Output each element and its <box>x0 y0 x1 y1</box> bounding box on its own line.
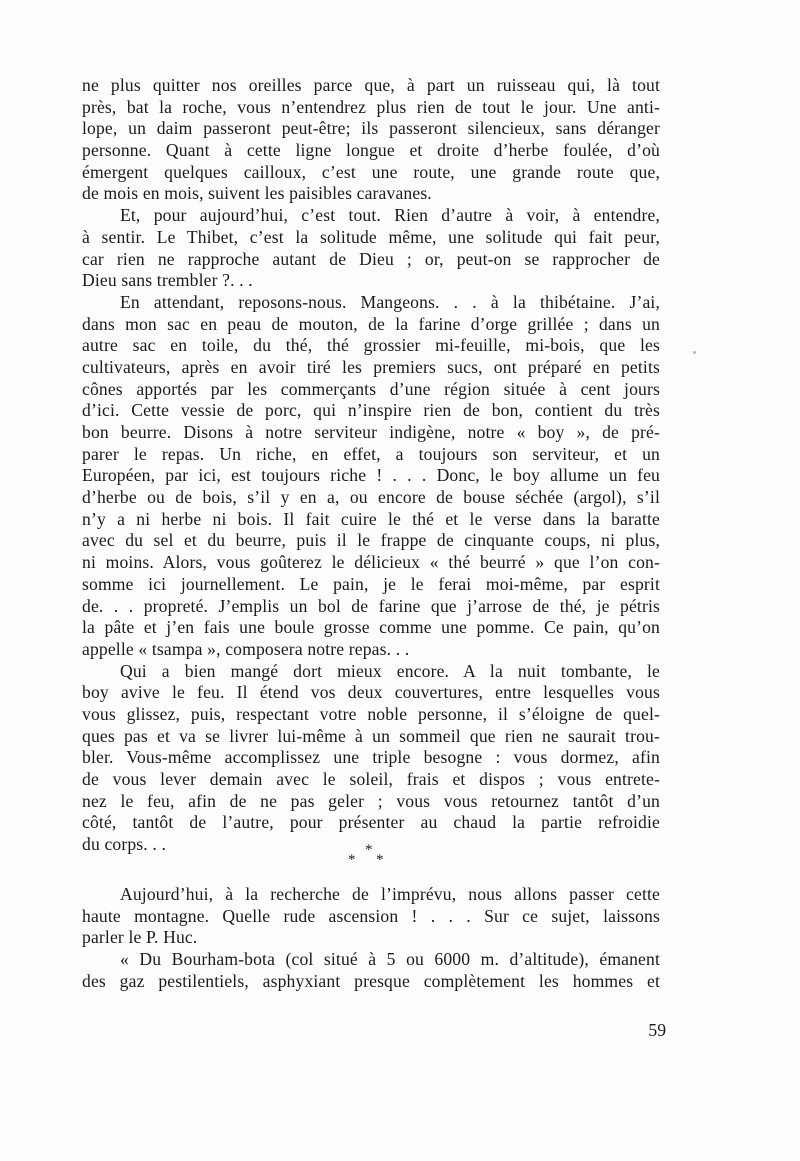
text-line: autre sac en toile, du thé, thé grossier mi-feuille, mi-bois, que les <box>82 335 660 356</box>
text-line: de mois en mois, suivent les paisibles caravanes. <box>82 183 432 204</box>
text-line: bon beurre. Disons à notre serviteur indigène, notre « boy », de pré- <box>82 422 660 442</box>
text-line: côté, tantôt de l’autre, pour présenter au chaud la partie refroidie <box>82 812 660 833</box>
text-line: somme ici journellement. Le pain, je le ferai moi-même, par esprit <box>82 573 660 594</box>
text-line: cultivateurs, après en avoir tiré les premiers sucs, ont préparé en petits <box>82 356 660 377</box>
text-line: « Du Bourham-bota (col situé à 5 ou 6000 m. d’altitude), émanent <box>120 949 660 970</box>
text-line: dans mon sac en peau de mouton, de la farine d’orge grillée ; dans un <box>82 313 660 334</box>
text-line: En attendant, reposons-nous. Mangeons. . . à la thibétaine. J’ai, <box>120 291 660 312</box>
text-line: Dieu sans trembler ?. . . <box>82 270 253 291</box>
text-line: du corps. . . <box>82 834 167 855</box>
asterisk: * <box>376 852 384 868</box>
text-line: bler. Vous-même accomplissez une triple besogne : vous dormez, afin <box>82 747 660 768</box>
text-line: la pâte et j’en fais une boule grosse comme une pomme. Ce pain, qu’on <box>82 617 660 638</box>
text-line: Et, pour aujourd’hui, c’est tout. Rien d’autre à voir, à entendre, <box>120 205 660 226</box>
text-line: d’ici. Cette vessie de porc, qui n’inspire rien de bon, contient du très <box>82 400 660 421</box>
text-line: n’y a ni herbe ni bois. Il fait cuire le thé et le verse dans la baratte <box>82 508 660 529</box>
paper-speck <box>693 351 696 354</box>
text-line: près, bat la roche, vous n’entendrez plus rien de tout le jour. Une anti- <box>82 96 660 117</box>
body-text-bottom <box>82 884 660 992</box>
text-line: appelle « tsampa », composera notre repas. . . <box>82 638 410 659</box>
text-line: car rien ne rapproche autant de Dieu ; or, peut-on se rapprocher de <box>82 248 660 269</box>
text-line: d’herbe ou de bois, s’il y en a, ou encore de bouse séchée (argol), s’il <box>82 487 660 508</box>
asterisk: * <box>348 852 356 868</box>
text-line: de. . . propreté. J’emplis un bol de farine que j’arrose de thé, je pétris <box>82 595 660 616</box>
page-number: 59 <box>648 1020 666 1040</box>
text-line: à sentir. Le Thibet, c’est la solitude même, une solitude qui fait peur, <box>82 226 660 247</box>
text-line: Aujourd’hui, à la recherche de l’imprévu, nous allons passer cette <box>120 884 660 904</box>
text-line: nez le feu, afin de ne pas geler ; vous vous retournez tantôt d’un <box>82 790 660 811</box>
body-text-top <box>82 75 660 856</box>
section-break-asterism <box>340 842 400 872</box>
text-line: ni moins. Alors, vous goûterez le délicieux « thé beurré » que l’on con- <box>82 552 660 573</box>
text-line: vous glissez, puis, respectant votre noble personne, il s’éloigne de quel- <box>82 703 660 724</box>
text-line: Qui a bien mangé dort mieux encore. A la nuit tombante, le <box>120 660 660 681</box>
text-line: parer le repas. Un riche, en effet, a toujours son serviteur, et un <box>82 443 660 464</box>
text-line: des gaz pestilentiels, asphyxiant presque complètement les hommes et <box>82 970 660 991</box>
text-line: cônes apportés par les commerçants d’une région située à cent jours <box>82 378 660 399</box>
text-line: Européen, par ici, est toujours riche ! . . . Donc, le boy allume un feu <box>82 465 660 486</box>
text-line: personne. Quant à cette ligne longue et droite d’herbe foulée, d’où <box>82 140 660 161</box>
asterisk: * <box>365 842 373 858</box>
text-line: lope, un daim passeront peut-être; ils passeront silencieux, sans déranger <box>82 118 660 139</box>
text-line: haute montagne. Quelle rude ascension ! . . . Sur ce sujet, laissons <box>82 905 660 926</box>
text-line: parler le P. Huc. <box>82 927 198 948</box>
text-line: de vous lever demain avec le soleil, frais et dispos ; vous entrete- <box>82 769 660 789</box>
text-line: ques pas et va se livrer lui-même à un sommeil que rien ne saurait trou- <box>82 725 660 746</box>
text-line: ne plus quitter nos oreilles parce que, à part un ruisseau qui, là tout <box>82 75 660 95</box>
text-line: boy avive le feu. Il étend vos deux couvertures, entre lesquelles vous <box>82 682 660 703</box>
text-line: émergent quelques cailloux, c’est une route, une grande route que, <box>82 161 660 182</box>
text-line: avec du sel et du beurre, puis il le frappe de cinquante coups, ni plus, <box>82 530 660 551</box>
